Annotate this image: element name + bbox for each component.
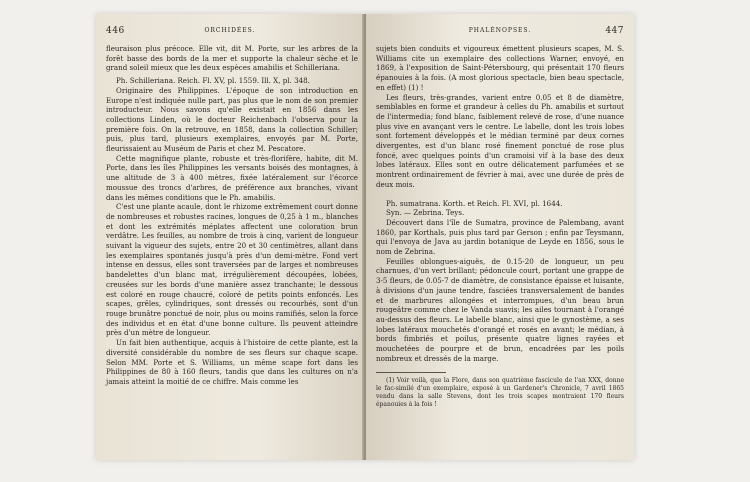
left-page-number: 446 <box>106 26 125 36</box>
paragraph: C'est une plante acaule, dont le rhizome extrêmement court donne de nombreuses et robustes racines, longues de 0,25 à 1 m., blanches et dont les extrémités méplates affectent une coloration brun verdâtre. Les feuilles, au nombre de trois à cinq, varient de longueur suivant la vigueur des sujets, entre 20 et 30 centimètres, allant dans les exemplaires spontanés jusqu'à près d'un demi-mètre. Fond vert intense en dessus, elles sont traversées par de larges et nombreuses bandelettes d'un blanc mat, irrégulièrement découpées, lobées, creusées sur les bords d'une manière assez tranchante; le dessous est coloré en rouge chaucré, coloré de petits points enfoncés. Les scapes, grêles, cylindriques, sont dressés ou recourbés, sont d'un rouge brunâtre ponctué de noir, plus ou moins ramifiés, selon la force des individus et en état d'une bonne culture. Ils peuvent atteindre près d'un mètre de longueur. <box>106 202 358 338</box>
paragraph: Un fait bien authentique, acquis à l'histoire de cette plante, est la diversité considérable du nombre de ses fleurs sur chaque scape. Selon MM. Porte et S. Williams, un même scape fort dans les Philippines de 80 à 160 fleurs, tandis que dans les cultures on n'a jamais atteint la moitié de ce chiffre. Mais comme les <box>106 338 358 386</box>
left-page <box>96 14 364 460</box>
paragraph: Feuilles oblongues-aiguës, de 0.15-20 de longueur, un peu charnues, d'un vert brillant; pédoncule court, portant une grappe de 3-5 fleurs, de 0.05-7 de diamètre, de consistance épaisse et luisante, à divisions d'un jaune tendre, fasciées transversalement de bandes et de marbrures allongées et interrompues, d'un beau brun rougeâtre comme chez le Vanda suavis; les ailes tournant à l'orangé au-dessus des fleurs. Le labelle blanc, ainsi que le gynostème, a ses lobes latéraux mouchetés d'orangé et rosés en avant; le médian, à bords fimbriés et poilus, présente quatre lignes rayées et mouchetées de pourpre et de brun, encadrées par les poils nombreux et dressés de la marge. <box>376 256 624 363</box>
footnote: (1) Voir voilà, que la Flore, dans son quatrième fascicule de l'an XXX, donne le fac-similé d'un exemplaire, exposé à un Gardener's Chronicle, 7 avril 1865 vendu dans la salle Stevens, dont les trois scapes montraient 170 fleurs épanouies à la fois ! <box>376 376 624 408</box>
section-heading: Ph. Schilleriana. Reich. Fl. XV, pl. 1559. Ill. X, pl. 348. <box>116 76 310 86</box>
paragraph: sujets bien conduits et vigoureux émettent plusieurs scapes, M. S. Williams cite un exemplaire des collections Warner, envoyé, en 1869, à l'exposition de Saint-Pétersbourg, qui présentait 170 fleurs épanouies à la fois. (A most glorious spectacle, bien beau spectacle, en effet) (1) ! <box>376 44 624 92</box>
paragraph: Originaire des Philippines. L'époque de son introduction en Europe n'est indiquée nulle part, pas plus que le nom de son premier introducteur. Nous savons qu'elle existait en 1856 dans les collections Linden, où le docteur Reichenbach l'observa pour la première fois. On la retrouve, en 1858, dans la collection Schiller; puis, plus tard, plusieurs exemplaires, envoyés par M. Porte, fleurissaient au Muséum de Paris et chez M. Pescatore. <box>106 85 358 154</box>
right-page-number: 447 <box>605 26 624 36</box>
synonym-line: Syn. — Zebrina. Teys. <box>386 208 465 218</box>
footnote-rule <box>376 372 446 373</box>
left-running-head <box>106 26 354 38</box>
right-running-head <box>376 26 624 38</box>
book-spread <box>96 14 634 460</box>
paragraph: Découvert dans l'île de Sumatra, province de Palembang, avant 1860, par Korthals, puis plus tard par Gerson ; enfin par Teysmann, qui l'envoya de Java au jardin botanique de Leyde en 1856, sous le nom de Zebrina. <box>376 217 624 257</box>
right-running-title: PHALÉNOPSES. <box>468 27 532 34</box>
right-page <box>366 14 634 460</box>
spacer <box>376 190 624 196</box>
paragraph: Cette magnifique plante, robuste et très-florifère, habite, dit M. Porte, dans les îles Philippines les versants boisés des montagnes, à une altitude de 3 à 400 mètres, fixée latéralement sur l'écorce moussue des troncs d'arbres, de préférence aux branches, vivant dans les mêmes conditions que le Ph. amabilis. <box>106 153 358 202</box>
right-page-text <box>376 44 624 409</box>
section-heading: Ph. sumatrana. Korth. et Reich. Fl. XVI, pl. 1644. <box>386 198 563 208</box>
paragraph: fleuraison plus précoce. Elle vit, dit M. Porte, sur les arbres de la forêt basse des bords de la mer et supporte la chaleur sèche et le grand soleil mieux que les deux espèces amabilis et Schilleriana. <box>106 44 358 73</box>
left-running-title: ORCHIDÉES. <box>204 27 256 34</box>
left-page-text <box>106 44 358 387</box>
paragraph: Les fleurs, très-grandes, varient entre 0.05 et 8 de diamètre, semblables en forme et grandeur à celles du Ph. amabilis et surtout de l'intermedia; fond blanc, faiblement relevé de rose, d'une nuance plus vive en avançant vers le centre. Le labelle, dont les trois lobes sont fortement développés et le médian terminé par deux cornes divergentes, est d'un blanc rosé finement ponctué de rose plus foncé, avec quelques points d'un cramoisi vif à la base des deux lobes latéraux. Elles sont en outre délicatement parfumées et se montrent ordinairement de février à mai, avec une durée de près de deux mois. <box>376 92 624 189</box>
